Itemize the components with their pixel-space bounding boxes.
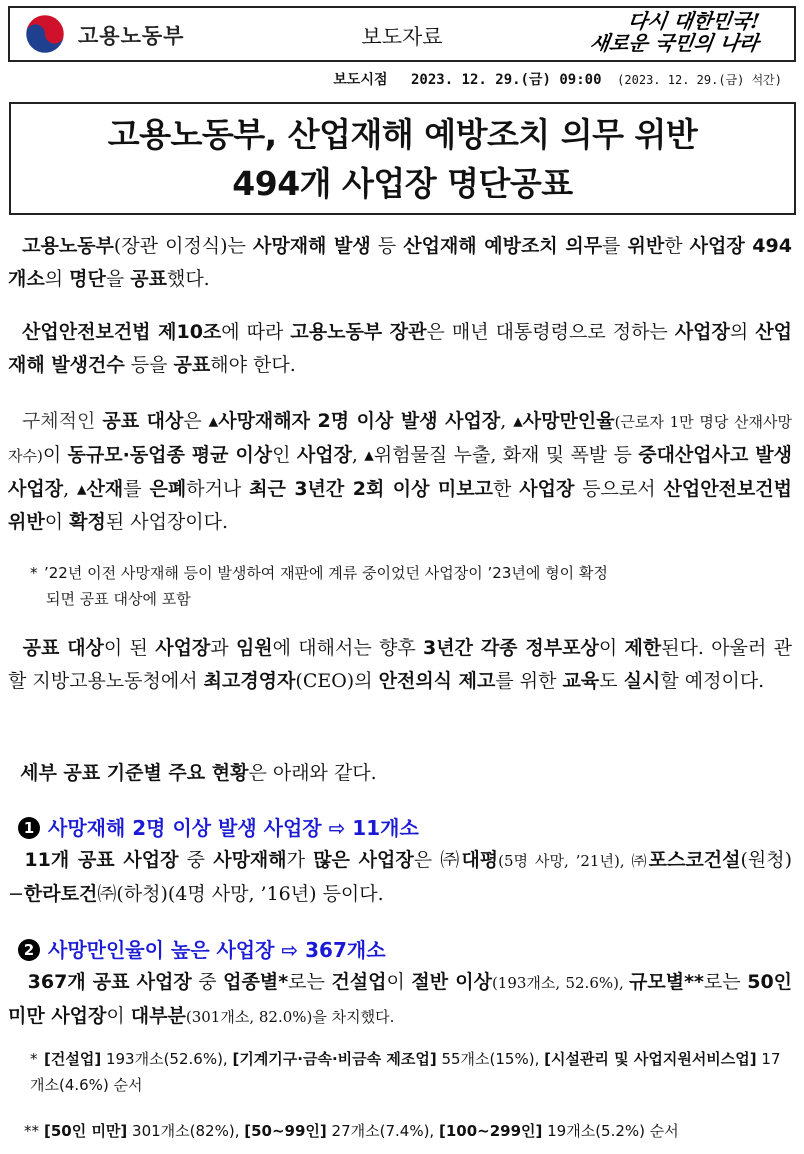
text-bold: 사업장 <box>674 321 730 343</box>
text-bold: 367개 공표 사업장 <box>27 971 192 993</box>
text: 19개소(5.2%) 순서 <box>542 1122 679 1140</box>
text: 중 <box>191 971 224 993</box>
text-bold: 산업재해 예방조치 의무 <box>403 235 603 257</box>
text: (5명 사망, ’21년), ㈜ <box>498 852 649 870</box>
text-bold: [50~99인] <box>244 1122 327 1140</box>
text: 이 된 <box>103 637 156 659</box>
text-bold: [기계기구·금속·비금속 제조업] <box>232 1050 437 1068</box>
text-bold: 업종별* <box>223 971 289 993</box>
text-bold: 은폐 <box>149 478 187 500</box>
text: 은 ㈜ <box>413 849 462 871</box>
text: ㈜(하청)(4명 사망, ’16년) 등이다. <box>97 883 384 905</box>
text: 도 <box>599 670 624 692</box>
embargo-note: (2023. 12. 29.(금) 석간) <box>617 73 782 87</box>
text: 로는 <box>288 971 332 993</box>
text: 17개소(4.6%) 순서 <box>30 1050 781 1094</box>
section-title: 사망만인율이 높은 사업장 ⇨ 367개소 <box>48 938 386 962</box>
text: 이 <box>598 637 625 659</box>
text: 중 <box>178 849 214 871</box>
text: 193개소(52.6%), <box>101 1050 233 1068</box>
embargo-label: 보도시점 <box>333 72 388 88</box>
text: 이 <box>42 444 68 466</box>
section-title: 사망재해 2명 이상 발생 사업장 ⇨ 11개소 <box>48 816 419 840</box>
text: 를 위한 <box>495 670 563 692</box>
text: 은 매년 대통령령으로 정하는 <box>426 321 675 343</box>
paragraph-6 <box>8 844 792 911</box>
paragraph-2 <box>8 316 792 382</box>
text-bold: 공표 <box>173 354 211 376</box>
text-bold: 고용노동부 장관 <box>290 321 427 343</box>
text-bold: 위반 <box>627 235 665 257</box>
text-bold: 사업장 <box>296 444 352 466</box>
footnote-text: 되면 공표 대상에 포함 <box>46 590 191 608</box>
text: 하거나 <box>186 478 250 500</box>
slogan-line-1: 다시 대한민국! <box>626 9 762 33</box>
text-bold: 공표 대상 <box>22 637 104 659</box>
text-bold: ▴사망만인율 <box>513 410 615 432</box>
text-bold: ▴산재 <box>77 478 124 500</box>
text: 를 <box>123 478 150 500</box>
text-bold: 산업안전보건법 위반 <box>8 478 792 533</box>
text: 인 <box>272 444 297 466</box>
text-bold: 50인 미만 사업장 <box>8 971 793 1027</box>
document-type: 보도자료 <box>361 25 443 49</box>
text: (장관 이정식)는 <box>113 235 253 257</box>
text-bold: 산업재해 발생건수 <box>8 321 792 376</box>
text-bold: 사업장 <box>155 637 211 659</box>
footnote-2 <box>30 1046 790 1098</box>
text: 등을 <box>124 354 174 376</box>
text-bold: 제한 <box>624 637 662 659</box>
text: 27개소(7.4%), <box>326 1122 439 1140</box>
footnote-3 <box>24 1118 784 1144</box>
text: 등 <box>370 235 404 257</box>
text: 이 <box>106 1005 131 1027</box>
text: 은 <box>183 410 209 432</box>
text: 301개소(82%), <box>127 1122 245 1140</box>
text-bold: [100~299인] <box>438 1122 543 1140</box>
text-bold: [건설업] <box>44 1050 102 1068</box>
text-bold: 공표 <box>130 268 167 290</box>
text-bold: 실시 <box>623 670 661 692</box>
text-bold: 안전의식 제고 <box>378 670 496 692</box>
text: 등으로서 <box>574 478 664 500</box>
text: 한 <box>664 235 690 257</box>
text: 할 예정이다. <box>660 670 765 692</box>
footnote-1 <box>30 560 790 612</box>
text: 이 <box>386 971 412 993</box>
text: 은 아래와 같다. <box>248 762 377 784</box>
section-number-badge: 2 <box>18 939 40 961</box>
text: 해야 한다. <box>210 354 296 376</box>
text: , ▴위험물질 누출, 화재 및 폭발 등 <box>351 444 639 466</box>
text-bold: 산업안전보건법 제10조 <box>22 321 222 343</box>
text: 를 <box>602 235 628 257</box>
section-number-badge: 1 <box>18 817 40 839</box>
ministry-name: 고용노동부 <box>78 24 185 48</box>
text: 을 <box>105 268 131 290</box>
text: 된다. 아울러 관할 지방고용노동청에서 <box>8 637 792 692</box>
text: (원청)− <box>8 849 792 905</box>
text: 에 따라 <box>221 321 291 343</box>
footnote-marker: * <box>30 1050 38 1068</box>
press-header <box>8 6 796 62</box>
paragraph-5 <box>8 757 792 790</box>
footnote-marker: ** <box>24 1122 39 1140</box>
paragraph-1 <box>8 230 792 296</box>
text-bold: 세부 공표 기준별 주요 현황 <box>20 762 249 784</box>
text: , <box>63 478 77 500</box>
paragraph-7 <box>8 966 792 1034</box>
text-bold: 규모별** <box>629 971 704 993</box>
text-bold: 중대산업사고 발생 사업장 <box>8 444 792 500</box>
text: (CEO)의 <box>295 670 379 692</box>
paragraph-4 <box>8 632 792 698</box>
text: 로는 <box>703 971 748 993</box>
text-bold: 11개 공표 사업장 <box>24 849 179 871</box>
text: 의 <box>729 321 756 343</box>
text: (193개소, 52.6%), <box>491 974 630 992</box>
footnote-marker: * <box>30 564 38 582</box>
text: 과 <box>210 637 236 659</box>
text: 이 <box>44 511 70 533</box>
text-bold: 건설업 <box>331 971 387 993</box>
text-bold: 임원 <box>235 637 273 659</box>
text-bold: 대평 <box>461 849 499 871</box>
slogan-line-2: 새로운 국민의 나라 <box>588 31 761 55</box>
text-bold: [시설관리 및 사업지원서비스업] <box>544 1050 757 1068</box>
text-bold: 동규모·동업종 평균 이상 <box>67 444 273 466</box>
text: 55개소(15%), <box>436 1050 545 1068</box>
text-bold: 공표 대상 <box>102 410 184 432</box>
text: 했다. <box>166 268 210 290</box>
footnote-text: ’22년 이전 사망재해 등이 발생하여 재판에 계류 중이었던 사업장이 ’23년에 형이 확정 <box>44 564 608 582</box>
text: 구체적인 <box>21 410 103 432</box>
text: , <box>500 410 514 432</box>
paragraph-3 <box>8 405 792 539</box>
text-bold: 많은 사업장 <box>313 849 414 871</box>
text: 한 <box>493 478 520 500</box>
text-bold: 고용노동부 <box>22 235 114 257</box>
text-bold: 사망재해 <box>213 849 287 871</box>
slogan <box>572 10 782 58</box>
text-bold: 한라토건 <box>23 883 98 905</box>
text: 의 <box>44 268 70 290</box>
text-bold: 포스코건설 <box>648 849 741 871</box>
text-bold: 최고경영자 <box>203 670 296 692</box>
text-bold: ▴사망재해자 2명 이상 발생 사업장 <box>208 410 501 432</box>
embargo-line <box>0 69 782 89</box>
text: (근로자 1만 명당 산재사망자수) <box>8 413 792 465</box>
headline-line-2: 494개 사업장 명단공표 <box>232 164 573 203</box>
text-bold: 최근 3년간 2회 이상 미보고 <box>249 478 493 500</box>
section-1-heading <box>18 812 419 841</box>
text-bold: 대부분 <box>130 1005 186 1027</box>
text-bold: 3년간 각종 정부포상 <box>423 637 599 659</box>
embargo-datetime: 2023. 12. 29.(금) 09:00 <box>410 72 602 88</box>
headline-line-1: 고용노동부, 산업재해 예방조치 의무 위반 <box>107 115 698 154</box>
text-bold: 교육 <box>562 670 600 692</box>
text-bold: 사업장 <box>519 478 575 500</box>
text-bold: 명단 <box>69 268 106 290</box>
text-bold: 사망재해 발생 <box>252 235 371 257</box>
text-bold: 절반 이상 <box>411 971 492 993</box>
text: 된 사업장이다. <box>105 511 229 533</box>
text-bold: 사업장 494개소 <box>8 235 792 290</box>
text: 가 <box>286 849 314 871</box>
headline-box <box>9 102 796 215</box>
text: (301개소, 82.0%)을 차지했다. <box>185 1008 395 1026</box>
text-bold: [50인 미만] <box>44 1122 128 1140</box>
text: 에 대해서는 향후 <box>272 637 424 659</box>
text-bold: 확정 <box>69 511 106 533</box>
section-2-heading <box>18 934 386 963</box>
